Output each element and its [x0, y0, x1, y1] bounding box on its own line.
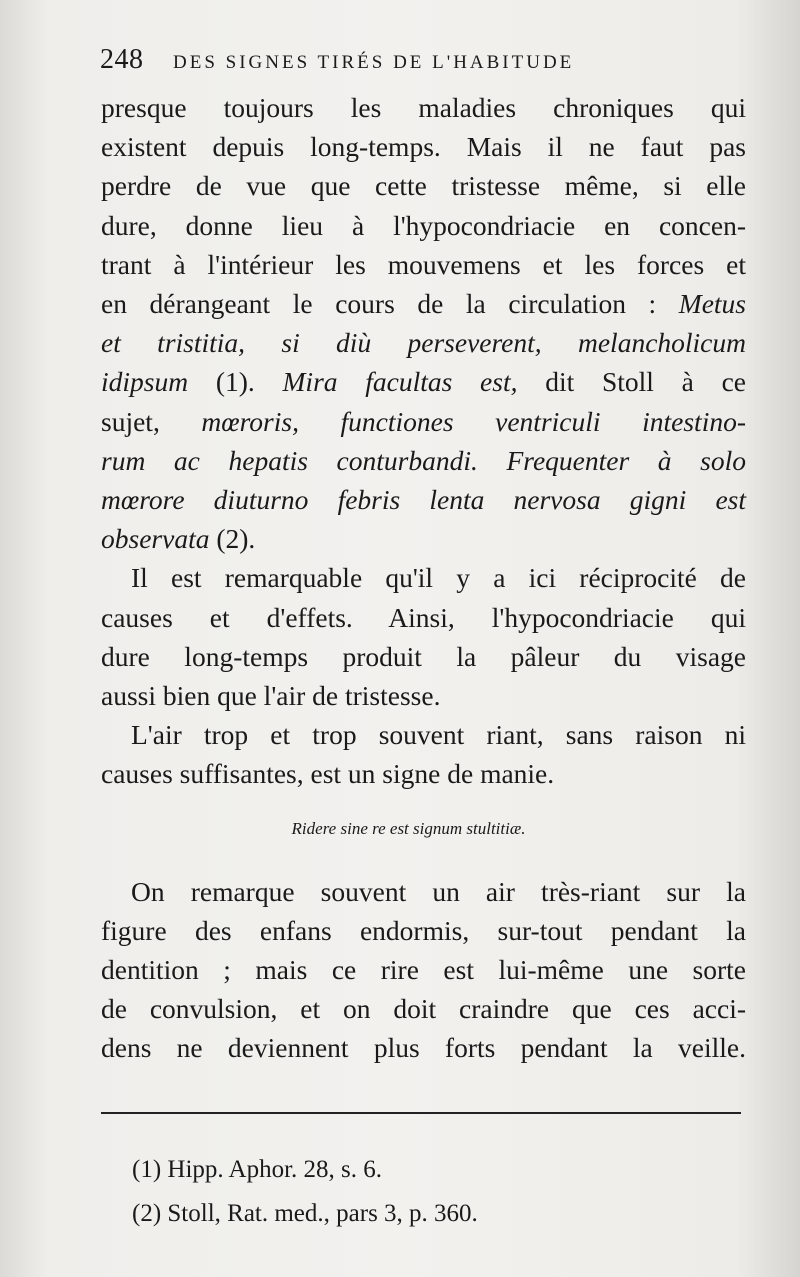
text-line: dure, donne lieu à l'hypocondriacie en concen-: [101, 209, 746, 241]
text-line: L'air trop et trop souvent riant, sans raison ni: [131, 719, 746, 751]
text-line: [101, 402, 746, 441]
latin-segment: Mira facultas est,: [282, 366, 518, 398]
latin-segment: mœroris, functiones ventriculi intestino-: [201, 405, 746, 437]
text-line: dure long-temps produit la pâleur du visage: [101, 640, 746, 672]
text-line: Il est remarquable qu'il y a ici réciprocité de: [131, 562, 746, 594]
latin-segment: Metus: [678, 288, 746, 320]
text-line: [101, 284, 746, 323]
text-line: presque toujours les maladies chroniques qui: [101, 92, 746, 123]
text-line: de convulsion, et on doit craindre que ces acci-: [101, 993, 746, 1025]
running-header: [100, 44, 740, 76]
text-line: trant à l'intérieur les mouvemens et les forces et: [101, 248, 746, 280]
footnote-ref: (2).: [216, 523, 256, 555]
page-number: 248: [100, 44, 144, 75]
text-line: figure des enfans endormis, sur-tout pendant la: [101, 914, 746, 946]
text-line: existent depuis long-temps. Mais il ne faut pas: [101, 131, 746, 163]
text-line: [101, 362, 746, 401]
footnote-2: (2) Stoll, Rat. med., pars 3, p. 360.: [132, 1200, 478, 1227]
text-line: [101, 519, 746, 558]
text-line: perdre de vue que cette tristesse même, si elle: [101, 170, 746, 202]
footnote-divider: [101, 1112, 741, 1114]
text-line: causes suffisantes, est un signe de manie.: [101, 758, 555, 790]
latin-line: rum ac hepatis conturbandi. Frequenter à solo: [101, 444, 746, 476]
latin-segment: idipsum: [101, 366, 189, 398]
text-line: aussi bien que l'air de tristesse.: [101, 680, 441, 712]
text-segment: sujet,: [101, 405, 160, 437]
latin-line: et tristitia, si diù perseverent, melancholicum: [101, 327, 746, 359]
text-line: On remarque souvent un air très-riant sur la: [131, 875, 746, 907]
latin-line: mœrore diuturno febris lenta nervosa gigni est: [101, 484, 746, 516]
text-line: causes et d'effets. Ainsi, l'hypocondriacie qui: [101, 601, 746, 633]
footnote-ref: (1).: [215, 366, 255, 398]
text-segment: dit Stoll à ce: [545, 366, 747, 398]
main-text: [101, 88, 746, 1068]
footnote-1: (1) Hipp. Aphor. 28, s. 6.: [132, 1156, 382, 1183]
latin-segment: observata: [101, 523, 210, 555]
text-line: dens ne deviennent plus forts pendant la veille.: [101, 1032, 746, 1064]
text-line: dentition ; mais ce rire est lui-même une sorte: [101, 954, 746, 986]
footnotes: [132, 1148, 732, 1236]
latin-quote: Ridere sine re est signum stultitiæ.: [291, 818, 526, 838]
running-title: DES SIGNES TIRÉS DE L'HABITUDE: [173, 52, 575, 73]
text-segment: en dérangeant le cours de la circulation :: [101, 288, 657, 320]
